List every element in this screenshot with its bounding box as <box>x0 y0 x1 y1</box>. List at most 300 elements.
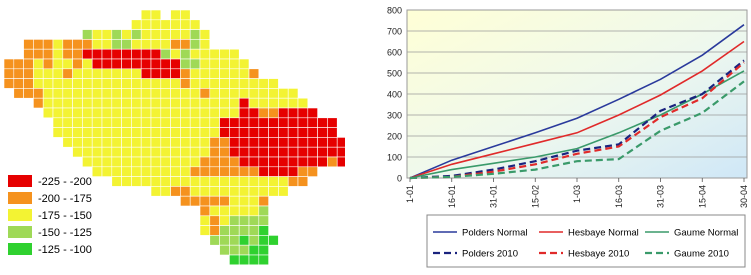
map-cell <box>180 196 190 206</box>
map-cell <box>92 147 102 157</box>
legend-label: Polders Normal <box>462 227 528 239</box>
map-cell <box>220 196 230 206</box>
map-cell <box>171 39 181 49</box>
map-cell <box>229 128 239 138</box>
map-cell <box>259 108 269 118</box>
map-cell <box>171 167 181 177</box>
map-cell <box>161 49 171 59</box>
x-tick-label: 15-02 <box>530 185 541 209</box>
map-cell <box>180 98 190 108</box>
map-cell <box>180 118 190 128</box>
legend-label: -225 - -200 <box>38 176 92 188</box>
map-cell <box>200 216 210 226</box>
map-cell <box>220 216 230 226</box>
y-tick-label: 200 <box>386 131 402 142</box>
map-cell <box>141 98 151 108</box>
map-cell <box>210 147 220 157</box>
map-cell <box>73 88 83 98</box>
map-cell <box>308 118 318 128</box>
map-cell <box>200 118 210 128</box>
map-cell <box>102 118 112 128</box>
map-cell <box>269 147 279 157</box>
map-cell <box>141 108 151 118</box>
y-tick-label: 300 <box>386 110 402 121</box>
map-cell <box>308 128 318 138</box>
map-cell <box>141 137 151 147</box>
map-cell <box>239 177 249 187</box>
map-cell <box>190 118 200 128</box>
map-cell <box>161 20 171 30</box>
map-cell <box>318 128 328 138</box>
map-cell <box>92 59 102 69</box>
map-cell <box>278 128 288 138</box>
map-cell <box>82 88 92 98</box>
map-cell <box>82 108 92 118</box>
map-cell <box>190 186 200 196</box>
map-cell <box>131 30 141 40</box>
y-tick-label: 700 <box>386 26 402 37</box>
map-cell <box>190 59 200 69</box>
map-cell <box>151 186 161 196</box>
map-cell <box>269 88 279 98</box>
map-cell <box>43 108 53 118</box>
map-cell <box>102 49 112 59</box>
x-tick-label: 15-04 <box>697 185 708 209</box>
legend-label: Gaume Normal <box>674 227 739 239</box>
map-cell <box>82 79 92 89</box>
map-cell <box>112 108 122 118</box>
map-cell <box>112 49 122 59</box>
map-cell <box>288 157 298 167</box>
map-cell <box>229 196 239 206</box>
map-cell <box>122 157 132 167</box>
map-cell <box>239 216 249 226</box>
map-cell <box>161 108 171 118</box>
map-cell <box>249 157 259 167</box>
map-cell <box>239 108 249 118</box>
map-cell <box>24 39 34 49</box>
map-cell <box>82 30 92 40</box>
map-cell <box>33 79 43 89</box>
map-cell <box>131 59 141 69</box>
map-cell <box>229 167 239 177</box>
map-cell <box>102 137 112 147</box>
map-cell <box>288 88 298 98</box>
map-cell <box>210 79 220 89</box>
map-cell <box>171 157 181 167</box>
map-cell <box>102 108 112 118</box>
map-cell <box>180 167 190 177</box>
map-cell <box>131 157 141 167</box>
map-cell <box>269 235 279 245</box>
map-cell <box>180 30 190 40</box>
map-cell <box>278 108 288 118</box>
y-tick-label: 400 <box>386 89 402 100</box>
map-cell <box>210 226 220 236</box>
map-cell <box>112 167 122 177</box>
map-cell <box>278 118 288 128</box>
map-cell <box>92 39 102 49</box>
map-cell <box>112 157 122 167</box>
map-cell <box>82 98 92 108</box>
map-cell <box>102 167 112 177</box>
map-cell <box>151 30 161 40</box>
map-cell <box>92 69 102 79</box>
map-cell <box>190 177 200 187</box>
map-cell <box>33 69 43 79</box>
map-cell <box>131 98 141 108</box>
legend-swatch <box>8 209 32 221</box>
map-cell <box>239 196 249 206</box>
map-cell <box>259 245 269 255</box>
x-axis-ticks <box>405 178 749 208</box>
map-cell <box>92 108 102 118</box>
map-cell <box>337 157 345 167</box>
map-cell <box>259 157 269 167</box>
map-cell <box>63 88 73 98</box>
map-cell <box>259 235 269 245</box>
map-cell <box>259 255 269 265</box>
map-cell <box>249 118 259 128</box>
map-cell <box>161 98 171 108</box>
map-cell <box>220 49 230 59</box>
map-cell <box>122 59 132 69</box>
map-cell <box>190 98 200 108</box>
map-cell <box>308 167 318 177</box>
map-cell <box>200 98 210 108</box>
map-cell <box>161 128 171 138</box>
map-cell <box>249 79 259 89</box>
map-cell <box>190 167 200 177</box>
map-cell <box>239 206 249 216</box>
map-cell <box>73 79 83 89</box>
map-cell <box>82 69 92 79</box>
map-cell <box>73 108 83 118</box>
map-cell <box>161 79 171 89</box>
map-cell <box>141 20 151 30</box>
map-cell <box>151 177 161 187</box>
map-cell <box>220 118 230 128</box>
map-cell <box>249 216 259 226</box>
map-cell <box>33 88 43 98</box>
map-cell <box>220 79 230 89</box>
map-cell <box>73 118 83 128</box>
legend-swatch <box>8 243 32 255</box>
map-cell <box>298 118 308 128</box>
map-cell <box>239 69 249 79</box>
map-cell <box>210 206 220 216</box>
map-cell <box>53 39 63 49</box>
map-cell <box>151 39 161 49</box>
map-cell <box>327 128 337 138</box>
map-cell <box>269 118 279 128</box>
map-cell <box>239 186 249 196</box>
map-cell <box>161 30 171 40</box>
map-cell <box>318 157 328 167</box>
map-cell <box>24 69 34 79</box>
map-cell <box>161 177 171 187</box>
map-cell <box>249 196 259 206</box>
belgium-grid-map <box>0 0 345 270</box>
map-cell <box>33 49 43 59</box>
map-cell <box>259 88 269 98</box>
map-cell <box>102 69 112 79</box>
map-legend <box>8 175 92 256</box>
map-cell <box>229 216 239 226</box>
map-cell <box>131 147 141 157</box>
map-cell <box>171 108 181 118</box>
map-cell <box>180 157 190 167</box>
map-cell <box>92 49 102 59</box>
map-cell <box>190 108 200 118</box>
map-cell <box>220 226 230 236</box>
map-cell <box>269 137 279 147</box>
map-cell <box>131 137 141 147</box>
map-cell <box>73 59 83 69</box>
map-cell <box>171 20 181 30</box>
map-cell <box>318 137 328 147</box>
map-cell <box>220 245 230 255</box>
legend-swatch <box>8 226 32 238</box>
map-cell <box>269 177 279 187</box>
map-cell <box>269 157 279 167</box>
map-cell <box>82 118 92 128</box>
map-cell <box>239 255 249 265</box>
map-cell <box>298 108 308 118</box>
map-cell <box>239 137 249 147</box>
map-cell <box>190 79 200 89</box>
map-cell <box>200 206 210 216</box>
map-cell <box>239 128 249 138</box>
map-cell <box>112 69 122 79</box>
map-cell <box>141 49 151 59</box>
map-cell <box>220 137 230 147</box>
map-cell <box>298 128 308 138</box>
map-cell <box>220 69 230 79</box>
map-cell <box>249 235 259 245</box>
map-cell <box>229 255 239 265</box>
map-cell <box>43 88 53 98</box>
map-cell <box>151 118 161 128</box>
map-cell <box>190 147 200 157</box>
map-cell <box>122 167 132 177</box>
map-cell <box>259 186 269 196</box>
map-cell <box>102 59 112 69</box>
map-cell <box>180 20 190 30</box>
map-cell <box>122 69 132 79</box>
map-cell <box>33 39 43 49</box>
map-cell <box>171 118 181 128</box>
map-cell <box>229 186 239 196</box>
map-cell <box>190 20 200 30</box>
x-tick-label: 16-03 <box>613 185 624 209</box>
map-cell <box>229 88 239 98</box>
map-cell <box>102 39 112 49</box>
map-cell <box>141 157 151 167</box>
map-cell <box>92 79 102 89</box>
map-cell <box>249 69 259 79</box>
map-cell <box>161 137 171 147</box>
map-cell <box>210 49 220 59</box>
map-cell <box>43 59 53 69</box>
map-cell <box>210 177 220 187</box>
map-cell <box>24 59 34 69</box>
map-cell <box>63 118 73 128</box>
map-cell <box>161 69 171 79</box>
map-cell <box>229 177 239 187</box>
map-cell <box>151 98 161 108</box>
map-cell <box>318 118 328 128</box>
map-cell <box>112 98 122 108</box>
map-cell <box>171 128 181 138</box>
map-cell <box>229 118 239 128</box>
map-cell <box>288 147 298 157</box>
map-cell <box>220 98 230 108</box>
map-cell <box>180 108 190 118</box>
map-cell <box>229 137 239 147</box>
map-cell <box>190 137 200 147</box>
map-cell <box>200 226 210 236</box>
map-cell <box>249 186 259 196</box>
map-cell <box>220 206 230 216</box>
map-cell <box>112 79 122 89</box>
map-cell <box>63 108 73 118</box>
map-cell <box>259 177 269 187</box>
map-cell <box>288 128 298 138</box>
map-cell <box>122 98 132 108</box>
map-cell <box>269 79 279 89</box>
map-cell <box>239 226 249 236</box>
map-cell <box>210 108 220 118</box>
map-cell <box>82 157 92 167</box>
map-cell <box>112 59 122 69</box>
map-cell <box>249 98 259 108</box>
map-cell <box>73 98 83 108</box>
map-cell <box>229 79 239 89</box>
map-cell <box>220 186 230 196</box>
map-cell <box>278 88 288 98</box>
map-cell <box>151 108 161 118</box>
map-cell <box>210 118 220 128</box>
map-cell <box>278 177 288 187</box>
map-cell <box>327 137 337 147</box>
map-cell <box>190 49 200 59</box>
map-cell <box>171 98 181 108</box>
map-cell <box>288 118 298 128</box>
map-cell <box>131 167 141 177</box>
map-cell <box>53 69 63 79</box>
map-cell <box>259 128 269 138</box>
y-tick-label: 0 <box>396 173 402 184</box>
map-cell <box>220 167 230 177</box>
map-cell <box>239 167 249 177</box>
map-cell <box>190 30 200 40</box>
map-cell <box>151 69 161 79</box>
map-cell <box>239 147 249 157</box>
map-cell <box>53 118 63 128</box>
map-cell <box>200 39 210 49</box>
map-cell <box>171 59 181 69</box>
map-cell <box>190 157 200 167</box>
legend-label: Polders 2010 <box>462 248 518 260</box>
map-cell <box>33 59 43 69</box>
map-cell <box>53 79 63 89</box>
map-cell <box>298 98 308 108</box>
map-cell <box>239 157 249 167</box>
map-cell <box>73 137 83 147</box>
map-cell <box>131 79 141 89</box>
map-cell <box>102 79 112 89</box>
map-cell <box>122 128 132 138</box>
legend-label: Hesbaye Normal <box>568 227 639 239</box>
map-cell <box>43 49 53 59</box>
map-cell <box>259 79 269 89</box>
map-cell <box>112 128 122 138</box>
map-cell <box>53 108 63 118</box>
map-cell <box>141 39 151 49</box>
map-cell <box>278 186 288 196</box>
map-cell <box>249 108 259 118</box>
map-cell <box>288 108 298 118</box>
map-cell <box>278 137 288 147</box>
y-tick-label: 800 <box>386 5 402 16</box>
map-cell <box>161 167 171 177</box>
legend-label: -125 - -100 <box>38 244 92 256</box>
map-cell <box>298 167 308 177</box>
map-cell <box>171 186 181 196</box>
map-cell <box>92 98 102 108</box>
map-cell <box>92 128 102 138</box>
map-cell <box>112 177 122 187</box>
map-cell <box>210 59 220 69</box>
map-cell <box>82 39 92 49</box>
map-cell <box>171 30 181 40</box>
map-cell <box>200 167 210 177</box>
map-cell <box>220 177 230 187</box>
map-cell <box>112 137 122 147</box>
map-cell <box>220 88 230 98</box>
map-cell <box>82 59 92 69</box>
map-cell <box>73 128 83 138</box>
map-cell <box>229 157 239 167</box>
map-cell <box>141 69 151 79</box>
legend-label: -200 - -175 <box>38 193 92 205</box>
map-cell <box>63 98 73 108</box>
map-cell <box>161 147 171 157</box>
map-cell <box>122 108 132 118</box>
map-cell <box>288 137 298 147</box>
map-cell <box>229 245 239 255</box>
y-axis-ticks <box>387 6 402 184</box>
map-cell <box>337 137 345 147</box>
map-cell <box>229 235 239 245</box>
map-cell <box>180 49 190 59</box>
map-cell <box>259 98 269 108</box>
map-cell <box>131 177 141 187</box>
map-cell <box>112 30 122 40</box>
map-cell <box>180 147 190 157</box>
map-cell <box>220 157 230 167</box>
map-cell <box>259 216 269 226</box>
map-cell <box>180 69 190 79</box>
map-cell <box>180 39 190 49</box>
map-cell <box>220 108 230 118</box>
legend-label: -175 - -150 <box>38 210 92 222</box>
map-panel <box>0 0 345 270</box>
map-cell <box>229 59 239 69</box>
map-cell <box>269 98 279 108</box>
map-cell <box>161 88 171 98</box>
